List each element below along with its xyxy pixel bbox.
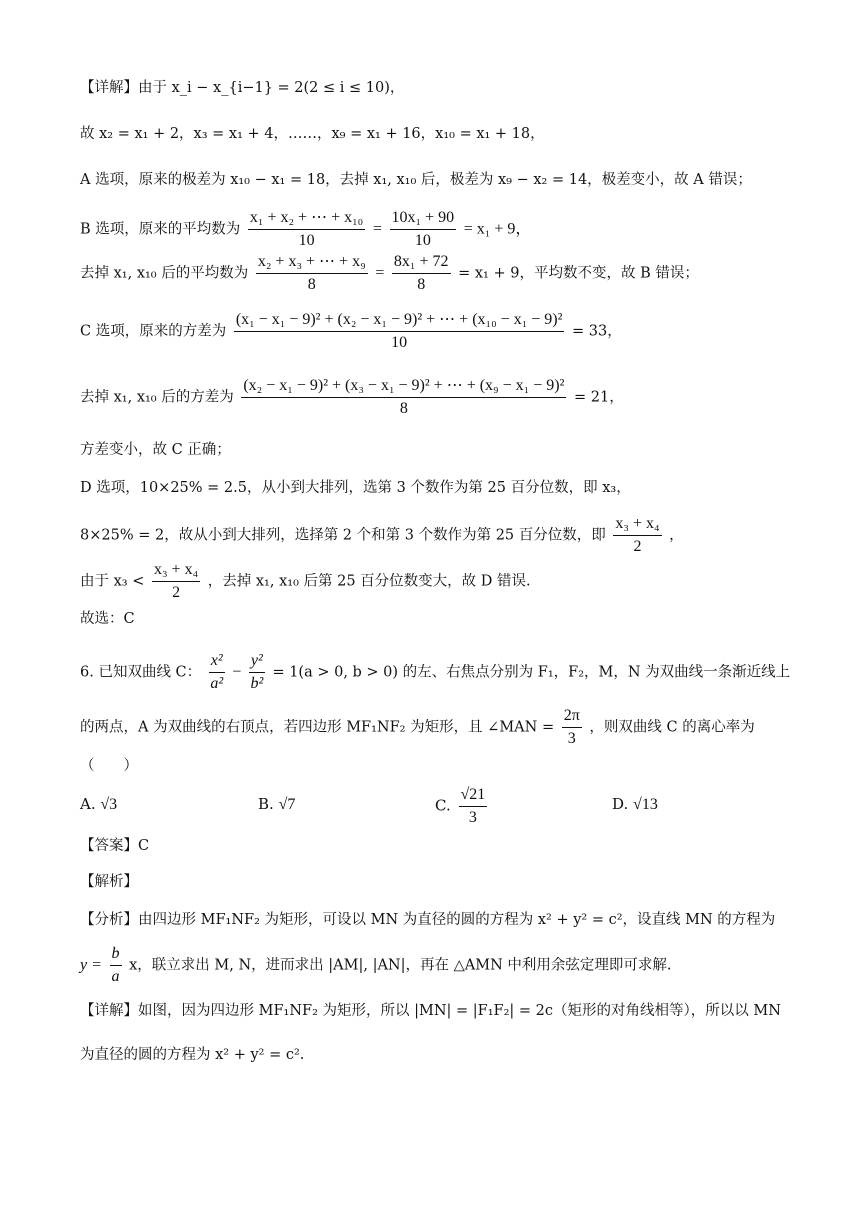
line-x-values: 故 x₂ = x₁ + 2，x₃ = x₁ + 4，……，x₉ = x₁ + 16，x₁₀ = x₁ + 18， bbox=[80, 126, 545, 142]
line-option-d-conclusion: 由于 x₃ < $\frac{\text{x₃ + x₄}}{2}$ ，去掉 x₁, x₁₀ 后第 25 百分位数变大，故 D 错误. bbox=[80, 561, 531, 601]
fraction: $\frac{\text{x₃ + x₄}}{2}$ bbox=[615, 515, 660, 555]
line-option-d: D 选项，10×25% = 2.5，从小到大排列，选第 3 个数作为第 25 百分位数，即 x₃， bbox=[80, 480, 631, 496]
fraction: $\frac{\text{x₁ + x₂ + ⋯ + x₁₀}}{10}$ bbox=[249, 209, 364, 249]
question-6-line-2: 的两点，A 为双曲线的右顶点，若四边形 MF₁NF₂ 为矩形，且 ∠MAN = $\frac{2\pi}{3}$ ，则双曲线 C 的离心率为 bbox=[80, 707, 755, 747]
fraction: $\frac{2\pi}{3}$ bbox=[563, 707, 580, 747]
line-option-a: A 选项，原来的极差为 x₁₀ − x₁ = 18，去掉 x₁, x₁₀ 后，极差为 x₉ − x₂ = 14，极差变小，故 A 错误； bbox=[80, 172, 752, 188]
fraction: $\frac{\text{(x₁ − x₁ − 9)² + (x₂ − x₁ − 9)² + ⋯ + (x₁₀ − x₁ − 9)²}}{10}$ bbox=[235, 311, 563, 351]
line-final-choice: 故选：C bbox=[80, 611, 135, 627]
fraction: $\frac{\text{8x₁ + 72}}{8}$ bbox=[393, 253, 449, 293]
line-variance-conclusion: 方差变小，故 C 正确； bbox=[80, 442, 231, 458]
line-option-d-percentile: 8×25% = 2，故从小到大排列，选择第 2 个和第 3 个数作为第 25 百分位数，即 $\frac{\text{x₃ + x₄}}{2}$ ， bbox=[80, 515, 684, 555]
fraction: $\frac{\text{x²}}{\text{a²}}$ bbox=[210, 652, 224, 692]
line-detail-intro: 【详解】由于 x_i − x_{i−1} = 2(2 ≤ i ≤ 10)， bbox=[80, 80, 405, 96]
analysis-line-2: y = $\frac{b}{a}$ x，联立求出 M, N，进而求出 |AM|, |AN|，再在 △AMN 中利用余弦定理即可求解. bbox=[80, 945, 672, 985]
analysis-heading: 【解析】 bbox=[80, 874, 138, 890]
option-d: D. √13 bbox=[612, 795, 658, 813]
fraction: $\frac{\text{(x₂ − x₁ − 9)² + (x₃ − x₁ − 9)² + ⋯ + (x₉ − x₁ − 9)²}}{8}$ bbox=[243, 377, 565, 417]
detail-line-2: 为直径的圆的方程为 x² + y² = c². bbox=[80, 1047, 305, 1063]
fraction: $\frac{\text{x₃ + x₄}}{2}$ bbox=[153, 561, 199, 601]
line-option-c-variance: C 选项，原来的方差为 $\frac{\text{(x₁ − x₁ − 9)² + (x₂ − x₁ − 9)² + ⋯ + (x₁₀ − x₁ − 9)²}}{10}$ = 33， bbox=[80, 311, 622, 351]
line-option-c-after: 去掉 x₁, x₁₀ 后的方差为 $\frac{\text{(x₂ − x₁ − 9)² + (x₃ − x₁ − 9)² + ⋯ + (x₉ − x₁ − 9)²}}{8}$ = 21， bbox=[80, 377, 624, 417]
option-a: A. √3 bbox=[80, 795, 118, 813]
line-option-b-mean: B 选项，原来的平均数为 $\frac{\text{x₁ + x₂ + ⋯ + x₁₀}}{10}$ = $\frac{\text{10x₁ + 90}}{10}$ = x₁ + 9， bbox=[80, 209, 532, 249]
question-6-paren: （ ） bbox=[80, 758, 138, 774]
fraction: $\frac{\text{x₂ + x₃ + ⋯ + x₉}}{8}$ bbox=[257, 253, 366, 293]
fraction: $\frac{\text{10x₁ + 90}}{10}$ bbox=[391, 209, 455, 249]
option-b: B. √7 bbox=[258, 795, 296, 813]
question-6-line-1: 6. 已知双曲线 C： $\frac{\text{x²}}{\text{a²}}$ − $\frac{\text{y²}}{\text{b²}}$ = 1(a > 0, b > 0) 的左、右焦点分别为 F₁，F₂，M，N 为双曲线一条渐近线上 bbox=[80, 652, 791, 692]
fraction: $\frac{\text{y²}}{\text{b²}}$ bbox=[250, 652, 264, 692]
detail-line-1: 【详解】如图，因为四边形 MF₁NF₂ 为矩形，所以 |MN| = |F₁F₂| = 2c（矩形的对角线相等），所以以 MN bbox=[80, 1003, 781, 1019]
fraction: $\frac{√21}{3}$ bbox=[460, 786, 486, 826]
option-c: C. $\frac{√21}{3}$ bbox=[435, 786, 486, 826]
fraction: $\frac{b}{a}$ bbox=[111, 945, 120, 985]
analysis-line-1: 【分析】由四边形 MF₁NF₂ 为矩形，可设以 MN 为直径的圆的方程为 x² + y² = c²，设直线 MN 的方程为 bbox=[80, 912, 776, 928]
text: B 选项，原来的平均数为 bbox=[80, 221, 241, 238]
line-option-b-after: 去掉 x₁, x₁₀ 后的平均数为 $\frac{\text{x₂ + x₃ + ⋯ + x₉}}{8}$ = $\frac{\text{8x₁ + 72}}{8}$ = x₁ + 9，平均数不变，故 B 错误； bbox=[80, 253, 699, 293]
answer-line: 【答案】C bbox=[80, 838, 150, 854]
